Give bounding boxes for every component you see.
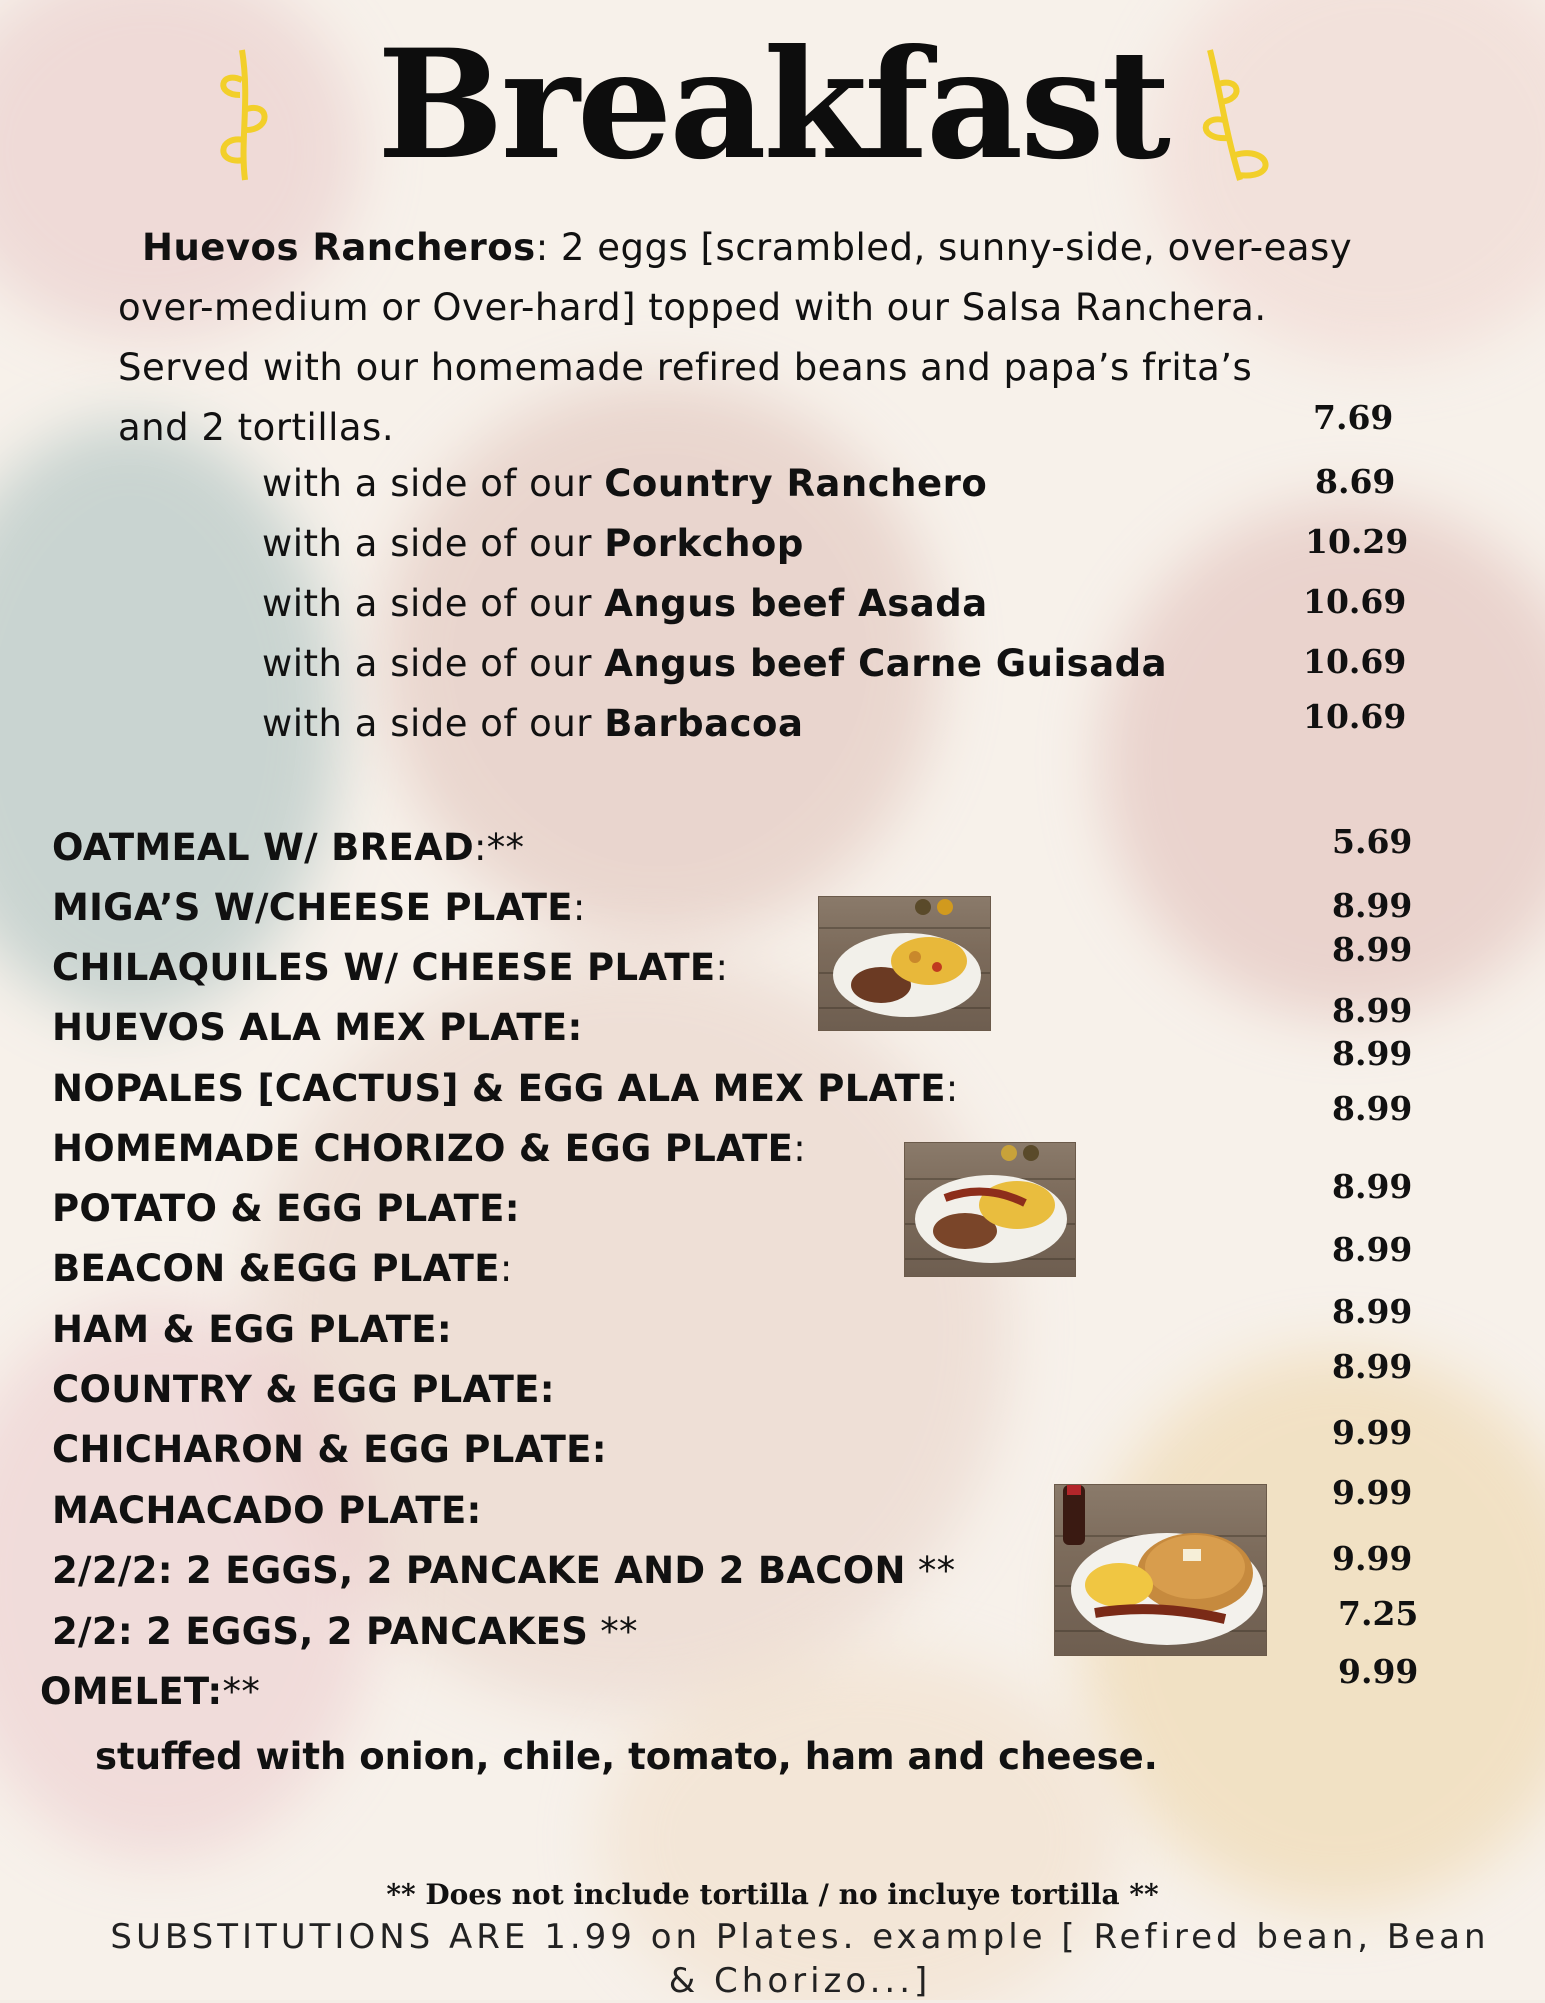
huevos-rancheros-description: Huevos Rancheros: 2 eggs [scrambled, sunny-side, over-easy over-medium or Over-hard] topped with our Salsa Ranchera. Served with our homemade refired beans and papa’s frita’s and 2 tortillas. [118,226,1353,449]
tortilla-footnote: ** Does not include tortilla / no incluye tortilla ** [386,1878,1159,1911]
item-price: 8.99 [1332,1089,1413,1128]
item-price: 8.99 [1332,991,1413,1030]
menu-item: BEACON &EGG PLATE: [52,1247,513,1290]
item-price: 9.99 [1332,1539,1413,1578]
item-price: 8.99 [1332,1167,1413,1206]
menu-item: POTATO & EGG PLATE: [52,1187,520,1230]
item-price: 8.99 [1332,1292,1413,1331]
item-price: 9.99 [1338,1652,1419,1691]
migas-plate-photo [818,896,991,1031]
menu-item: CHILAQUILES W/ CHEESE PLATE: [52,946,729,989]
item-price: 7.25 [1338,1594,1419,1633]
side-price: 10.69 [1303,642,1407,681]
side-price: 10.29 [1305,522,1409,561]
item-price: 8.99 [1332,1034,1413,1073]
menu-item: NOPALES [CACTUS] & EGG ALA MEX PLATE: [52,1067,959,1110]
side-price: 10.69 [1303,582,1407,621]
menu-item: CHICHARON & EGG PLATE: [52,1428,607,1471]
substitutions-note: SUBSTITUTIONS ARE 1.99 on Plates. example [ Refired bean, Bean & Chorizo...] [110,1917,1490,2001]
dish-name: Huevos Rancheros [142,226,536,269]
menu-item: OATMEAL W/ BREAD:** [52,826,525,869]
menu-item: OMELET:** [40,1670,261,1713]
chorizo-plate-photo [904,1142,1076,1277]
menu-item: MIGA’S W/CHEESE PLATE: [52,886,586,929]
item-price: 9.99 [1332,1413,1413,1452]
omelet-description: stuffed with onion, chile, tomato, ham and cheese. [95,1735,1158,1778]
side-option: with a side of our Angus beef Asada [262,582,988,625]
side-option: with a side of our Porkchop [262,522,804,565]
item-price: 8.99 [1332,1347,1413,1386]
menu-item: 2/2: 2 EGGS, 2 PANCAKES ** [52,1610,638,1653]
menu-item: COUNTRY & EGG PLATE: [52,1368,555,1411]
item-price: 8.99 [1332,1230,1413,1269]
side-price: 10.69 [1303,697,1407,736]
huevos-rancheros-price: 7.69 [1313,398,1394,437]
side-option: with a side of our Barbacoa [262,702,804,745]
side-option: with a side of our Country Ranchero [262,462,988,505]
menu-item: HOMEMADE CHORIZO & EGG PLATE: [52,1127,807,1170]
item-price: 8.99 [1332,930,1413,969]
page-title: Breakfast [377,17,1168,193]
item-price: 9.99 [1332,1473,1413,1512]
pancake-plate-photo [1054,1484,1267,1656]
item-price: 8.99 [1332,886,1413,925]
menu-item: HUEVOS ALA MEX PLATE: [52,1006,583,1049]
menu-item: 2/2/2: 2 EGGS, 2 PANCAKE AND 2 BACON ** [52,1549,956,1592]
side-option: with a side of our Angus beef Carne Guisada [262,642,1168,685]
item-price: 5.69 [1332,822,1413,861]
menu-item: HAM & EGG PLATE: [52,1308,452,1351]
side-price: 8.69 [1315,462,1396,501]
wheat-sprig-icon [1180,40,1290,194]
menu-item: MACHACADO PLATE: [52,1489,482,1532]
